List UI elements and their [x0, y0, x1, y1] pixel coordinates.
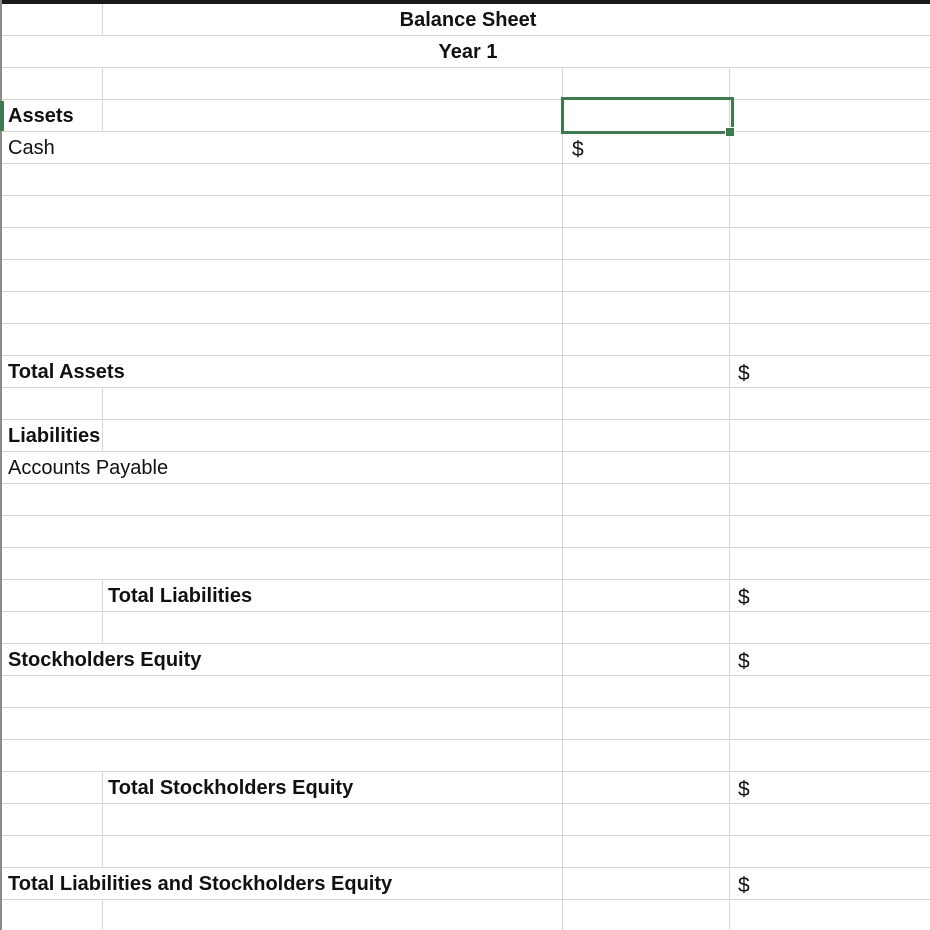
gridline — [0, 835, 930, 836]
sheet-subtitle[interactable]: Year 1 — [438, 41, 498, 63]
total-assets-label[interactable]: Total Assets — [8, 361, 125, 383]
gridline — [0, 707, 930, 708]
sheet-title[interactable]: Balance Sheet — [399, 9, 537, 31]
gridline — [102, 67, 103, 131]
total-liabilities-and-equity-dollar-sign[interactable]: $ — [738, 874, 750, 897]
gridline — [102, 0, 103, 35]
total-stockholders-equity-label[interactable]: Total Stockholders Equity — [108, 777, 354, 799]
gridline — [0, 131, 930, 132]
gridline — [102, 771, 103, 867]
gridline — [0, 419, 930, 420]
gridline — [0, 323, 930, 324]
total-stockholders-equity-dollar-sign[interactable]: $ — [738, 778, 750, 801]
total-liabilities-label[interactable]: Total Liabilities — [108, 585, 253, 607]
gridline — [102, 387, 103, 451]
gridline — [729, 67, 730, 930]
liabilities-heading[interactable]: Liabilities — [8, 425, 101, 447]
assets-heading[interactable]: Assets — [8, 105, 74, 127]
gridline — [0, 355, 930, 356]
gridline — [0, 195, 930, 196]
gridline — [0, 387, 930, 388]
total-liabilities-and-equity-label[interactable]: Total Liabilities and Stockholders Equity — [8, 873, 393, 895]
cash-label[interactable]: Cash — [8, 137, 55, 159]
gridline — [562, 67, 563, 930]
gridline — [0, 99, 930, 100]
gridline — [0, 291, 930, 292]
stockholders-equity-label[interactable]: Stockholders Equity — [8, 649, 202, 671]
gridline — [102, 579, 103, 643]
stockholders-equity-dollar-sign[interactable]: $ — [738, 650, 750, 673]
gridline — [0, 163, 930, 164]
gridline — [0, 259, 930, 260]
fill-handle[interactable] — [725, 127, 735, 137]
total-assets-dollar-sign[interactable]: $ — [738, 362, 750, 385]
total-liabilities-dollar-sign[interactable]: $ — [738, 586, 750, 609]
gridline — [0, 227, 930, 228]
sheet-left-border — [0, 0, 2, 930]
accounts-payable-label[interactable]: Accounts Payable — [8, 457, 169, 479]
active-row-indicator — [0, 101, 4, 131]
selected-cell[interactable] — [561, 97, 734, 134]
gridline — [102, 899, 103, 930]
gridline — [0, 547, 930, 548]
gridline — [0, 739, 930, 740]
cash-dollar-sign[interactable]: $ — [572, 138, 584, 161]
gridline — [0, 515, 930, 516]
